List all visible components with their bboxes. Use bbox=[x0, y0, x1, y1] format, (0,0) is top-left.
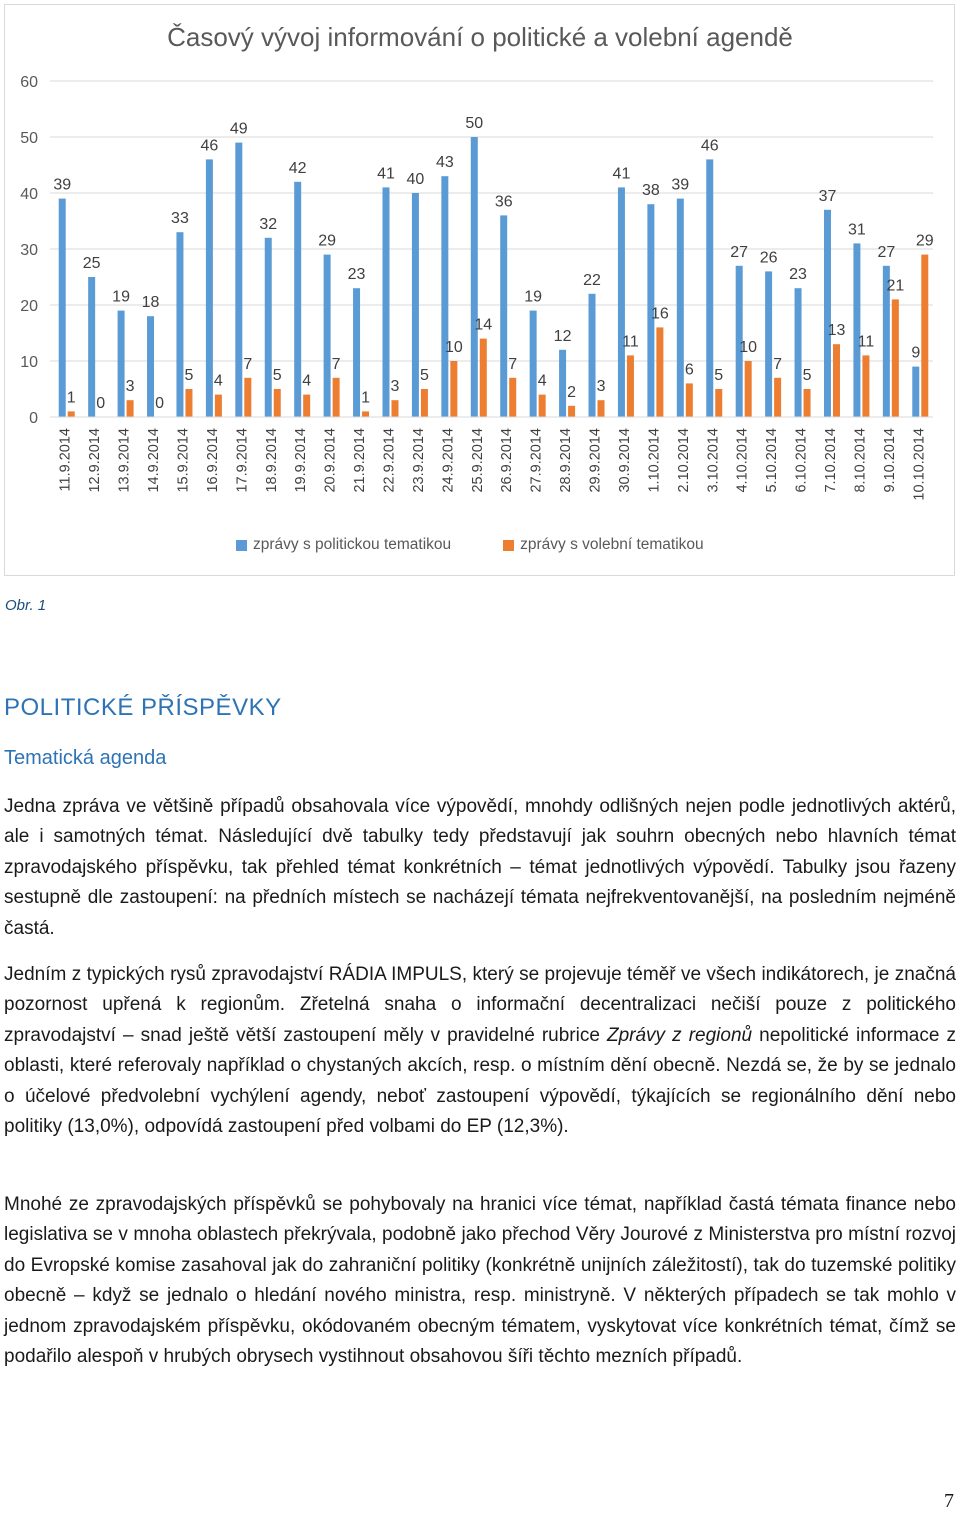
data-label-political: 29 bbox=[318, 232, 337, 250]
x-tick-label: 4.10.2014 bbox=[734, 428, 751, 493]
bar-electoral bbox=[833, 344, 840, 417]
data-label-political: 23 bbox=[347, 266, 366, 284]
data-label-electoral: 1 bbox=[361, 389, 371, 407]
legend-label-political: zprávy s politickou tematikou bbox=[253, 536, 452, 553]
bar-political bbox=[324, 255, 331, 417]
data-label-political: 37 bbox=[818, 187, 837, 205]
data-label-electoral: 5 bbox=[419, 367, 429, 384]
bar-political bbox=[765, 271, 772, 417]
bar-political bbox=[824, 210, 831, 417]
data-label-political: 42 bbox=[288, 159, 307, 177]
bar-political bbox=[353, 288, 360, 417]
data-label-political: 39 bbox=[671, 176, 690, 194]
x-tick-label: 3.10.2014 bbox=[705, 428, 722, 493]
x-tick-label: 10.10.2014 bbox=[911, 428, 928, 501]
data-label-political: 41 bbox=[612, 165, 631, 183]
x-tick-label: 25.9.2014 bbox=[469, 428, 486, 493]
data-label-electoral: 10 bbox=[739, 339, 758, 356]
x-tick-label: 1.10.2014 bbox=[646, 428, 663, 493]
data-label-electoral: 3 bbox=[125, 378, 135, 396]
bar-political bbox=[176, 232, 183, 417]
bar-electoral bbox=[127, 400, 134, 417]
bar-political bbox=[59, 199, 66, 417]
data-label-electoral: 10 bbox=[444, 339, 463, 356]
data-label-political: 50 bbox=[465, 115, 484, 132]
x-tick-label: 24.9.2014 bbox=[440, 427, 457, 493]
x-tick-label: 6.10.2014 bbox=[793, 428, 810, 493]
x-tick-label: 9.10.2014 bbox=[881, 428, 898, 493]
x-tick-label: 13.9.2014 bbox=[116, 428, 133, 493]
bar-political bbox=[589, 294, 596, 417]
legend-item-electoral bbox=[503, 536, 704, 554]
bar-political bbox=[206, 159, 213, 417]
data-label-political: 23 bbox=[789, 266, 807, 284]
x-tick-label: 22.9.2014 bbox=[381, 428, 398, 493]
data-label-electoral: 21 bbox=[886, 277, 905, 295]
data-label-electoral: 0 bbox=[155, 395, 164, 412]
data-label-electoral: 5 bbox=[714, 367, 724, 384]
data-label-political: 40 bbox=[406, 171, 425, 188]
data-label-electoral: 11 bbox=[857, 333, 875, 351]
bar-electoral bbox=[185, 389, 192, 417]
bar-electoral bbox=[539, 395, 546, 417]
section-subheading: Tematická agenda bbox=[4, 747, 167, 769]
bar-electoral bbox=[450, 361, 457, 417]
bar-electoral bbox=[480, 339, 487, 417]
x-tick-label: 29.9.2014 bbox=[587, 428, 604, 493]
data-label-electoral: 1 bbox=[66, 389, 76, 407]
bar-political bbox=[795, 288, 802, 417]
data-label-electoral: 13 bbox=[827, 322, 846, 340]
data-label-electoral: 29 bbox=[915, 232, 934, 250]
page-number: 7 bbox=[944, 1490, 954, 1512]
data-label-political: 19 bbox=[112, 288, 130, 306]
bar-political bbox=[500, 215, 507, 417]
bar-electoral bbox=[215, 395, 222, 417]
x-tick-label: 11.9.2014 bbox=[57, 428, 74, 492]
bar-political bbox=[382, 187, 389, 417]
legend-item-political bbox=[236, 536, 451, 554]
chart-legend bbox=[236, 536, 704, 554]
x-tick-label: 26.9.2014 bbox=[499, 428, 516, 493]
data-label-electoral: 4 bbox=[537, 372, 547, 390]
y-tick-label: 30 bbox=[20, 242, 38, 259]
bar-political bbox=[677, 199, 684, 417]
data-label-political: 43 bbox=[435, 154, 454, 172]
figure-caption: Obr. 1 bbox=[5, 597, 47, 614]
x-tick-label: 5.10.2014 bbox=[764, 428, 781, 493]
bar-electoral bbox=[274, 389, 281, 417]
bar-electoral bbox=[333, 378, 340, 417]
bar-electoral bbox=[686, 383, 693, 417]
data-label-political: 27 bbox=[877, 243, 896, 261]
bar-electoral bbox=[303, 395, 310, 417]
y-tick-label: 40 bbox=[20, 186, 38, 203]
data-label-electoral: 5 bbox=[802, 367, 812, 384]
y-tick-label: 50 bbox=[20, 130, 38, 147]
bar-electoral bbox=[568, 406, 575, 417]
bar-electoral bbox=[68, 411, 75, 417]
data-label-political: 49 bbox=[229, 120, 248, 138]
chart-title: Časový vývoj informování o politické a volební agendě bbox=[167, 22, 793, 52]
data-label-electoral: 4 bbox=[213, 372, 223, 390]
data-label-political: 9 bbox=[911, 344, 921, 362]
data-label-political: 46 bbox=[700, 137, 719, 155]
data-label-political: 18 bbox=[141, 294, 160, 312]
paragraph-3: Mnohé ze zpravodajských příspěvků se pohybovaly na hranici více témat, například častá témata finance nebo legislativa se v mnoha oblastech překrývala, podobně jako přechod Věry Jourové z Ministerstva pro místní rozvoj do Evropské komise zasahoval jak do zahraniční politiky (konkrétně unijních záležitostí), tak do tuzemské politiky obecně – když se jednalo o hledání nového ministra, resp. ministryně. V některých případech se tak mohlo v jednom zpravodajském příspěvku, okódovaném obecným tématem, vyskytovat více konkrétních témat, čímž se podařilo alespoň v hrubých obrysech vystihnout obsahovou šíři těchto mezních případů. bbox=[4, 1194, 956, 1368]
x-tick-label: 23.9.2014 bbox=[410, 428, 427, 493]
data-label-electoral: 3 bbox=[390, 378, 400, 396]
bar-electoral bbox=[391, 400, 398, 417]
y-tick-label: 60 bbox=[20, 74, 38, 91]
data-label-electoral: 11 bbox=[622, 333, 639, 351]
x-tick-label: 21.9.2014 bbox=[352, 428, 369, 493]
bar-electoral bbox=[362, 411, 369, 417]
paragraph-2-part-b: nepolitické informace z oblasti, které referovaly například o chystaných akcích, resp. o místním dění obecně. Nezdá se, že by se jednalo o účelové předvolební vychýlení agendy, neboť zastoupení výpovědí, týkajících se regionálního dění nebo politiky (13,0%), odpovídá zastoupení před volbami do EP (12,3%). bbox=[4, 1024, 956, 1138]
bar-political bbox=[118, 311, 125, 417]
bar-electoral bbox=[421, 389, 428, 417]
bar-political bbox=[412, 193, 419, 417]
x-tick-label: 28.9.2014 bbox=[558, 428, 575, 493]
data-label-electoral: 3 bbox=[596, 378, 606, 396]
x-tick-label: 19.9.2014 bbox=[293, 428, 310, 493]
x-tick-label: 17.9.2014 bbox=[234, 428, 251, 493]
bar-electoral bbox=[656, 327, 663, 417]
data-label-electoral: 6 bbox=[684, 361, 694, 379]
bar-electoral bbox=[774, 378, 781, 417]
data-label-political: 33 bbox=[171, 210, 189, 228]
data-label-electoral: 2 bbox=[567, 383, 577, 401]
bar-electoral bbox=[862, 355, 869, 417]
x-tick-label: 7.10.2014 bbox=[822, 428, 839, 493]
section-heading: POLITICKÉ PŘÍSPĚVKY bbox=[4, 694, 282, 721]
bar-political bbox=[441, 176, 448, 417]
x-tick-label: 27.9.2014 bbox=[528, 428, 545, 493]
bar-electoral bbox=[715, 389, 722, 417]
bar-electoral bbox=[244, 378, 251, 417]
data-label-electoral: 14 bbox=[474, 316, 493, 334]
data-label-political: 36 bbox=[494, 193, 513, 211]
bar-political bbox=[853, 243, 860, 417]
x-tick-label: 20.9.2014 bbox=[322, 428, 339, 493]
legend-swatch-electoral bbox=[503, 540, 514, 551]
data-label-political: 41 bbox=[377, 165, 395, 183]
data-label-electoral: 7 bbox=[243, 355, 253, 373]
paragraph-2-rubric: Zprávy z regionů bbox=[606, 1024, 753, 1046]
bar-political bbox=[147, 316, 154, 417]
data-label-electoral: 5 bbox=[184, 367, 194, 384]
bar-electoral bbox=[921, 255, 928, 417]
y-tick-label: 20 bbox=[20, 298, 38, 315]
legend-label-electoral: zprávy s volební tematikou bbox=[520, 536, 704, 553]
data-label-electoral: 7 bbox=[773, 355, 783, 373]
x-tick-label: 18.9.2014 bbox=[263, 428, 280, 493]
bar-political bbox=[471, 137, 478, 417]
x-tick-label: 14.9.2014 bbox=[146, 428, 163, 493]
x-tick-label: 16.9.2014 bbox=[204, 428, 221, 493]
data-label-political: 12 bbox=[553, 327, 572, 345]
data-label-political: 32 bbox=[259, 215, 278, 233]
paragraph-2 bbox=[4, 960, 956, 1142]
data-label-political: 26 bbox=[759, 249, 778, 267]
bar-chart bbox=[0, 0, 960, 580]
data-label-electoral: 4 bbox=[302, 372, 312, 390]
bar-political bbox=[235, 143, 242, 417]
x-tick-label: 30.9.2014 bbox=[616, 428, 633, 493]
paragraph-1: Jedna zpráva ve většině případů obsahovala více výpovědí, mnohdy odlišných nejen podle jednotlivých aktérů, ale i samotných témat. Následující dvě tabulky tedy představují jak souhrn obecných nebo hlavních témat zpravodajského příspěvku, tak přehled témat konkrétních – témat jednotlivých výpovědí. Tabulky jsou řazeny sestupně dle zastoupení: na předních místech se nacházejí témata nejfrekventovanější, na posledním nejméně častá. bbox=[4, 796, 956, 939]
data-label-electoral: 5 bbox=[272, 367, 282, 384]
data-label-political: 19 bbox=[524, 288, 543, 306]
data-label-electoral: 0 bbox=[96, 395, 106, 412]
x-tick-label: 8.10.2014 bbox=[852, 428, 869, 493]
data-label-political: 31 bbox=[848, 221, 866, 239]
bar-political bbox=[265, 238, 272, 417]
y-tick-label: 10 bbox=[20, 354, 38, 371]
bar-electoral bbox=[627, 355, 634, 417]
data-label-political: 38 bbox=[641, 182, 660, 200]
bar-electoral bbox=[509, 378, 516, 417]
data-label-political: 39 bbox=[53, 176, 72, 194]
data-label-political: 22 bbox=[583, 271, 601, 289]
data-label-political: 25 bbox=[82, 255, 101, 272]
bar-political bbox=[294, 182, 301, 417]
data-label-electoral: 7 bbox=[508, 355, 518, 373]
bar-political bbox=[618, 187, 625, 417]
bar-political bbox=[559, 350, 566, 417]
bar-political bbox=[706, 159, 713, 417]
y-tick-label: 0 bbox=[29, 410, 38, 427]
legend-swatch-political bbox=[236, 540, 247, 551]
bar-political bbox=[530, 311, 537, 417]
x-tick-label: 15.9.2014 bbox=[175, 428, 192, 493]
bar-electoral bbox=[598, 400, 605, 417]
data-label-electoral: 7 bbox=[331, 355, 341, 373]
x-tick-label: 2.10.2014 bbox=[675, 428, 692, 493]
bar-political bbox=[88, 277, 95, 417]
data-label-electoral: 16 bbox=[650, 305, 669, 323]
bar-political bbox=[912, 367, 919, 417]
data-label-political: 46 bbox=[200, 137, 219, 155]
data-label-political: 27 bbox=[730, 243, 749, 261]
x-tick-label: 12.9.2014 bbox=[87, 428, 104, 493]
bar-electoral bbox=[804, 389, 811, 417]
bar-electoral bbox=[745, 361, 752, 417]
paragraph-2-part-a: Jedním z typických rysů zpravodajství RÁDIA IMPULS, který se projevuje téměř ve všech indikátorech, je značná pozornost upřená k regionům. Zřetelná snaha o informační decentralizaci nečiší pouze z politického zpravodajství – snad ještě větší zastoupení měly v pravidelné rubrice bbox=[4, 964, 956, 1046]
bar-electoral bbox=[892, 299, 899, 417]
